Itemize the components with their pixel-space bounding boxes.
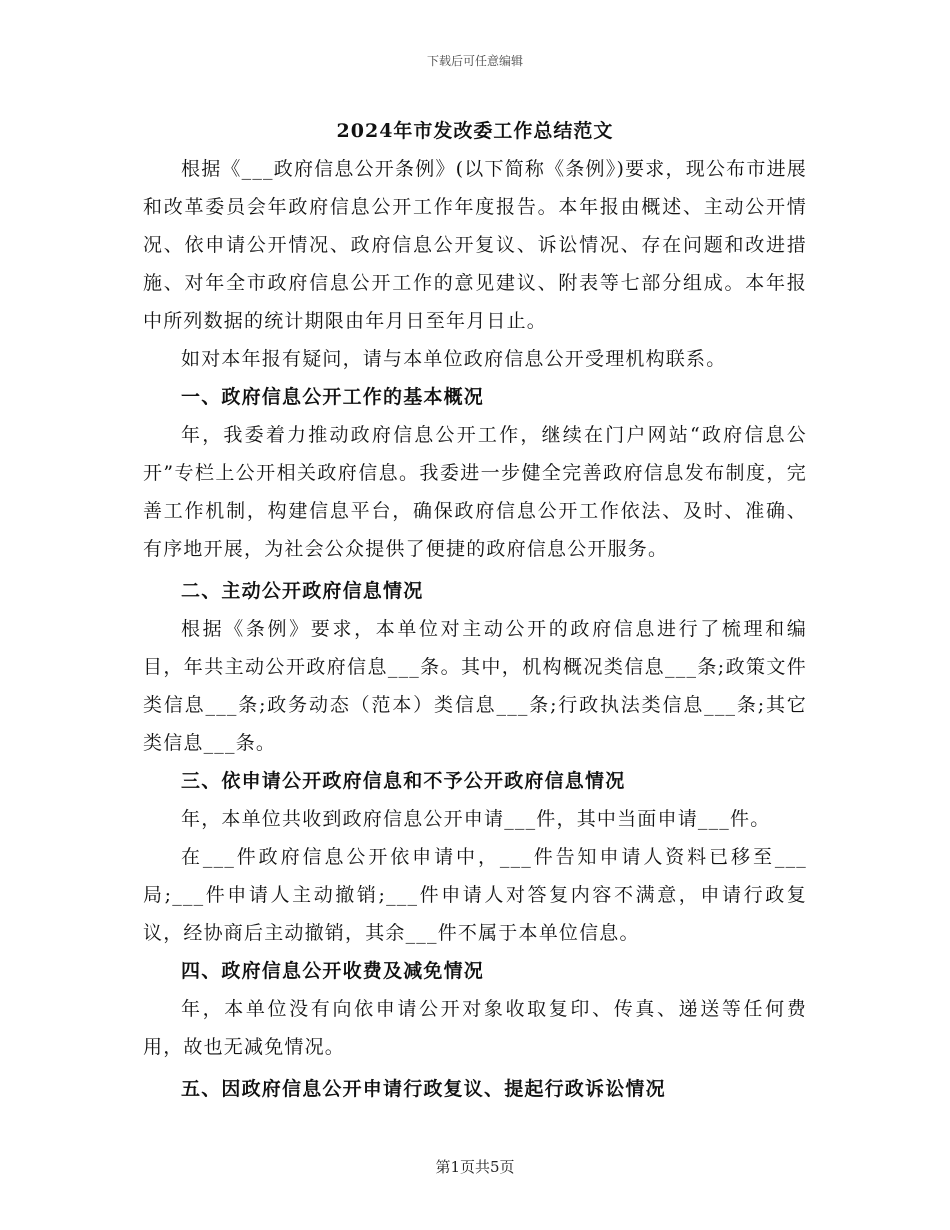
paragraph-section-3b: 在___件政府信息公开依申请中，___件告知申请人资料已移至___局;___件申请人主动撤销;___件申请人对答复内容不满意，申请行政复议，经协商后主动撤销，其余___件不属于本单位信息。 bbox=[143, 846, 807, 944]
paragraph-section-3a: 年，本单位共收到政府信息公开申请___件，其中当面申请___件。 bbox=[181, 808, 771, 830]
page-header-note: 下载后可任意编辑 bbox=[426, 54, 523, 68]
paragraph-section-4: 年，本单位没有向依申请公开对象收取复印、传真、递送等任何费用，故也无减免情况。 bbox=[143, 998, 807, 1058]
section-heading-1: 一、政府信息公开工作的基本概况 bbox=[181, 386, 485, 408]
document-body bbox=[143, 150, 807, 1108]
section-heading-4: 四、政府信息公开收费及减免情况 bbox=[181, 960, 485, 982]
paragraph-section-1: 年，我委着力推动政府信息公开工作，继续在门户网站“政府信息公开”专栏上公开相关政府信息。我委进一步健全完善政府信息发布制度，完善工作机制，构建信息平台，确保政府信息公开工作依法、及时、准确、有序地开展，为社会公众提供了便捷的政府信息公开服务。 bbox=[143, 424, 807, 560]
paragraph-contact: 如对本年报有疑问，请与本单位政府信息公开受理机构联系。 bbox=[181, 348, 727, 370]
section-heading-3: 三、依申请公开政府信息和不予公开政府信息情况 bbox=[181, 770, 626, 792]
section-heading-2: 二、主动公开政府信息情况 bbox=[181, 580, 424, 602]
paragraph-section-2: 根据《条例》要求，本单位对主动公开的政府信息进行了梳理和编目，年共主动公开政府信息___条。其中，机构概况类信息___条;政策文件类信息___条;政务动态（范本）类信息___条;行政执法类信息___条;其它类信息___条。 bbox=[143, 618, 807, 754]
paragraph-intro: 根据《___政府信息公开条例》(以下简称《条例》)要求，现公布市进展和改革委员会年政府信息公开工作年度报告。本年报由概述、主动公开情况、依申请公开情况、政府信息公开复议、诉讼情况、存在问题和改进措施、对年全市政府信息公开工作的意见建议、附表等七部分组成。本年报中所列数据的统计期限由年月日至年月日止。 bbox=[143, 158, 807, 332]
section-heading-5: 五、因政府信息公开申请行政复议、提起行政诉讼情况 bbox=[181, 1078, 666, 1100]
page-number: 第1页共5页 bbox=[435, 1158, 515, 1176]
document-title: 2024年市发改委工作总结范文 bbox=[336, 120, 614, 142]
